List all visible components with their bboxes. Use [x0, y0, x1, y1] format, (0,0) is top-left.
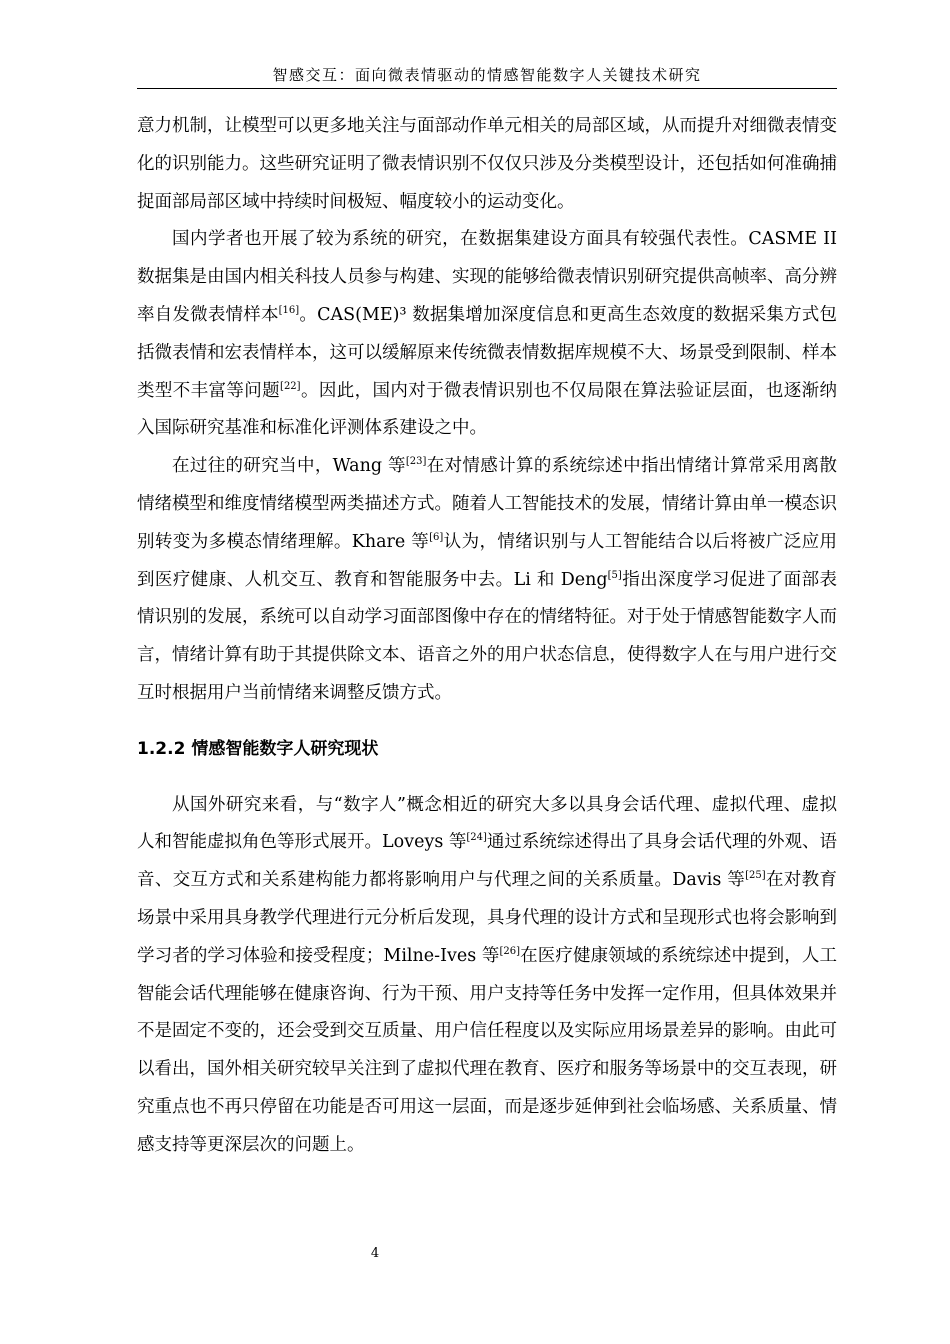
- paragraph: [137, 221, 837, 448]
- citation-marker: [6]: [429, 531, 444, 543]
- paragraph-text: 。CAS(ME)³ 数据集增加深度信息和更高生态效度的数据采集方式包括微表情和宏表情样本，这可以缓解原来传统微表情数据库规模不大、场景受到限制、样本类型不丰富等问题: [137, 304, 837, 401]
- paragraph-text: 认为，情绪识别与人工智能结合以后将被广泛应用到医疗健康、人机交互、教育和智能服务中去。Li 和 Deng: [137, 531, 837, 590]
- paragraph-text: 通过系统综述得出了具身会话代理的外观、语音、交互方式和关系建构能力都将影响用户与代理之间的关系质量。Davis 等: [137, 832, 837, 891]
- paragraph-text: 。因此，国内对于微表情识别也不仅局限在算法验证层面，也逐渐纳入国际研究基准和标准化评测体系建设之中。: [137, 380, 837, 439]
- citation-marker: [26]: [499, 945, 521, 957]
- paragraph: [137, 108, 837, 221]
- header-rule: [137, 88, 837, 89]
- paragraph-text: 从国外研究来看，与“数字人”概念相近的研究大多以具身会话代理、虚拟代理、虚拟人和智能虚拟角色等形式展开。Loveys 等: [137, 794, 837, 853]
- section-heading: 1.2.2 情感智能数字人研究现状: [137, 738, 379, 759]
- citation-marker: [23]: [405, 456, 427, 468]
- paragraph-text: 意力机制，让模型可以更多地关注与面部动作单元相关的局部区域，从而提升对细微表情变化的识别能力。这些研究证明了微表情识别不仅仅只涉及分类模型设计，还包括如何准确捕捉面部局部区域中持续时间极短、幅度较小的运动变化。: [137, 116, 837, 212]
- paragraphs-section: [137, 787, 837, 1165]
- paragraph-text: 在对教育场景中采用具身教学代理进行元分析后发现，具身代理的设计方式和呈现形式也将会影响到学习者的学习体验和接受程度；Milne-Ives 等: [137, 870, 837, 966]
- citation-marker: [22]: [280, 380, 301, 392]
- citation-marker: [25]: [745, 870, 766, 882]
- paragraphs-top: [137, 108, 837, 713]
- paragraph-text: 在医疗健康领域的系统综述中提到，人工智能会话代理能够在健康咨询、行为干预、用户支持等任务中发挥一定作用，但具体效果并不是固定不变的，还会受到交互质量、用户信任程度以及实际应用场景差异的影响。由此可以看出，国外相关研究较早关注到了虚拟代理在教育、医疗和服务等场景中的交互表现，研究重点也不再只停留在功能是否可用这一层面，而是逐步延伸到社会临场感、关系质量、情感支持等更深层次的问题上。: [137, 945, 837, 1155]
- citation-marker: [16]: [278, 304, 300, 316]
- paragraph-text: 国内学者也开展了较为系统的研究，在数据集建设方面具有较强代表性。CASME II 数据集是由国内相关科技人员参与构建、实现的能够给微表情识别研究提供高帧率、高分辨率自发微表情样本: [137, 229, 837, 325]
- paragraph-text: 指出深度学习促进了面部表情识别的发展，系统可以自动学习面部图像中存在的情绪特征。对于处于情感智能数字人而言，情绪计算有助于其提供除文本、语音之外的用户状态信息，使得数字人在与用户进行交互时根据用户当前情绪来调整反馈方式。: [137, 569, 838, 703]
- paragraph: [137, 448, 837, 713]
- body-text: [137, 108, 837, 1165]
- paragraph-text: 在对情感计算的系统综述中指出情绪计算常采用离散情绪模型和维度情绪模型两类描述方式。随着人工智能技术的发展，情绪计算由单一模态识别转变为多模态情绪理解。Khare 等: [137, 456, 837, 552]
- paragraph: [137, 787, 837, 1165]
- paragraph-text: 在过往的研究当中，Wang 等: [172, 456, 406, 477]
- running-header: 智感交互：面向微表情驱动的情感智能数字人关键技术研究: [272, 66, 702, 84]
- citation-marker: [5]: [607, 569, 622, 581]
- citation-marker: [24]: [466, 832, 487, 844]
- page-number: 4: [370, 1246, 380, 1261]
